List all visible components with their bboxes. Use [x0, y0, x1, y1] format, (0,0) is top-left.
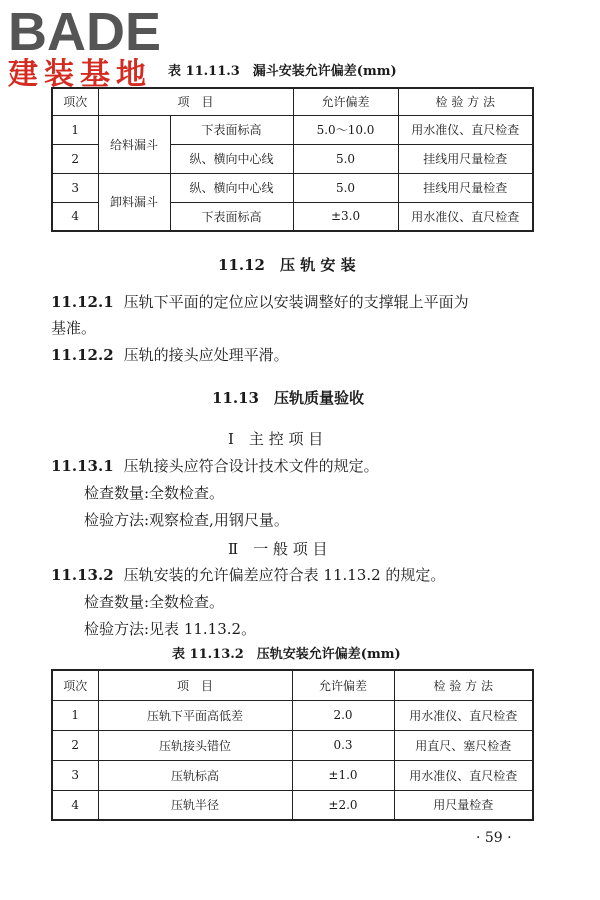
inspection-quantity: 检查数量:全数检查。 [84, 484, 225, 502]
table1-header-item: 项 目 [98, 88, 293, 115]
bade-logo: BADE [8, 2, 162, 62]
table1-cell: 5.0 [293, 173, 398, 202]
subsection-main-items: Ⅰ 主 控 项 目 [228, 430, 324, 448]
table2-cell: 压轨半径 [98, 790, 292, 820]
table1-group-feed: 给料漏斗 [98, 115, 170, 173]
table-row [52, 173, 533, 202]
clause-11-12-1-cont: 基准。 [51, 319, 97, 337]
table2-cell: 压轨标高 [98, 760, 292, 790]
table1-cell: 4 [52, 202, 98, 231]
table2-cell: 2.0 [292, 700, 394, 730]
clause-number: 11.13.1 [51, 457, 114, 475]
table2-cell: 用尺量检查 [394, 790, 533, 820]
table2-cell: ±1.0 [292, 760, 394, 790]
table1-header-tol: 允许偏差 [293, 88, 398, 115]
clause-11-13-2 [51, 563, 445, 587]
clause-text: 压轨接头应符合设计技术文件的规定。 [123, 457, 379, 475]
table2-cell: 3 [52, 760, 98, 790]
clause-text: 压轨的接头应处理平滑。 [123, 346, 289, 364]
table1-caption: 表 11.11.3 漏斗安装允许偏差(mm) [168, 64, 397, 79]
subsection-general-items: Ⅱ 一 般 项 目 [228, 540, 328, 558]
table2-header-item: 项 目 [98, 670, 292, 700]
clause-text: 压轨下平面的定位应以安装调整好的支撑辊上平面为 [123, 293, 469, 311]
table1-hopper-tolerance [51, 87, 534, 232]
table2-cell: ±2.0 [292, 790, 394, 820]
table2-cell: 用水准仪、直尺检查 [394, 760, 533, 790]
table2-caption: 表 11.13.2 压轨安装允许偏差(mm) [172, 647, 401, 662]
table-row [52, 760, 533, 790]
table1-cell: 纵、横向中心线 [170, 173, 293, 202]
table1-cell: 3 [52, 173, 98, 202]
table2-cell: 用水准仪、直尺检查 [394, 700, 533, 730]
clause-text: 压轨安装的允许偏差应符合表 11.13.2 的规定。 [123, 566, 446, 584]
table2-cell: 用直尺、塞尺检查 [394, 730, 533, 760]
table2-rail-tolerance [51, 669, 534, 821]
table1-cell: 用水准仪、直尺检查 [398, 202, 533, 231]
table1-cell: 5.0 [293, 144, 398, 173]
table1-cell: 纵、横向中心线 [170, 144, 293, 173]
section-1113-title: 11.13 压轨质量验收 [212, 389, 364, 407]
table1-cell: 5.0～10.0 [293, 115, 398, 144]
table1-group-discharge: 卸料漏斗 [98, 173, 170, 231]
clause-11-12-1 [51, 290, 469, 314]
table1-cell: 挂线用尺量检查 [398, 144, 533, 173]
table2-cell: 2 [52, 730, 98, 760]
bade-logo-subtitle: 建装基地 [8, 57, 152, 92]
table1-cell: 挂线用尺量检查 [398, 173, 533, 202]
clause-number: 11.12.1 [51, 293, 114, 311]
table2-header-no: 项次 [52, 670, 98, 700]
table2-cell: 1 [52, 700, 98, 730]
inspection-method: 检验方法:见表 11.13.2。 [84, 620, 257, 638]
table-row [52, 700, 533, 730]
clause-11-12-2 [51, 343, 289, 367]
table1-cell: 1 [52, 115, 98, 144]
section-1112-title: 11.12 压 轨 安 装 [218, 256, 356, 274]
table2-cell: 压轨接头错位 [98, 730, 292, 760]
table-row [52, 790, 533, 820]
table2-cell: 4 [52, 790, 98, 820]
clause-number: 11.13.2 [51, 566, 114, 584]
clause-number: 11.12.2 [51, 346, 114, 364]
table2-cell: 压轨下平面高低差 [98, 700, 292, 730]
table2-header-method: 检 验 方 法 [394, 670, 533, 700]
clause-11-13-1 [51, 454, 379, 478]
page-number: · 59 · [476, 830, 512, 846]
table1-header-no: 项次 [52, 88, 98, 115]
table1-cell: 下表面标高 [170, 115, 293, 144]
table2-header-tol: 允许偏差 [292, 670, 394, 700]
table-row [52, 115, 533, 144]
inspection-quantity: 检查数量:全数检查。 [84, 593, 225, 611]
table1-header-method: 检 验 方 法 [398, 88, 533, 115]
table-row [52, 730, 533, 760]
inspection-method: 检验方法:观察检查,用钢尺量。 [84, 511, 289, 529]
table1-cell: ±3.0 [293, 202, 398, 231]
table2-cell: 0.3 [292, 730, 394, 760]
table1-cell: 2 [52, 144, 98, 173]
table1-cell: 用水准仪、直尺检查 [398, 115, 533, 144]
table1-cell: 下表面标高 [170, 202, 293, 231]
